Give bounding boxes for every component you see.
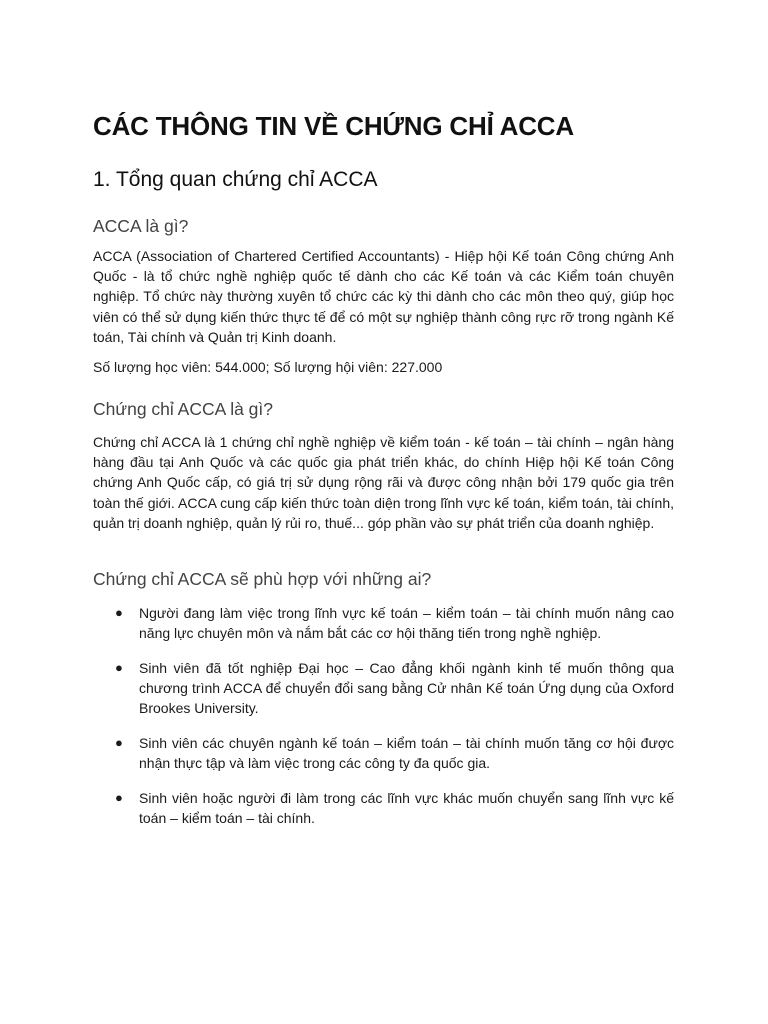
bullet-list-who-fits [93, 603, 674, 828]
bullet-icon: ● [115, 735, 123, 750]
list-item-text: Sinh viên hoặc người đi làm trong các lĩnh vực khác muốn chuyển sang lĩnh vực kế toán – kiểm toán – tài chính. [139, 790, 674, 826]
bullet-icon: ● [115, 660, 123, 675]
list-item-text: Người đang làm việc trong lĩnh vực kế toán – kiểm toán – tài chính muốn nâng cao năng lực chuyên môn và nắm bắt các cơ hội thăng tiến trong nghề nghiệp. [139, 605, 674, 641]
subheading-what-is-acca: ACCA là gì? [93, 216, 189, 236]
paragraph-stats: Số lượng học viên: 544.000; Số lượng hội viên: 227.000 [93, 359, 443, 375]
bullet-icon: ● [115, 605, 123, 620]
list-item-text: Sinh viên đã tốt nghiệp Đại học – Cao đẳng khối ngành kinh tế muốn thông qua chương trình ACCA để chuyển đổi sang bằng Cử nhân Kế toán Ứng dụng của Oxford Brookes University. [139, 660, 674, 716]
list-item [93, 603, 674, 643]
paragraph-what-is-acca: ACCA (Association of Chartered Certified Accountants) - Hiệp hội Kế toán Công chứng Anh Quốc - là tổ chức nghề nghiệp quốc tế dành cho các Kế toán và các Kiểm toán chuyên nghiệp. Tổ chức này thường xuyên tổ chức các kỳ thi dành cho các môn theo quý, giúp học viên có thể sử dụng kiến thức thực tế để có một sự nghiệp thành công rực rỡ trong ngành Kế toán, Tài chính và Quản trị Kinh doanh. [93, 248, 674, 345]
subheading-who-fits: Chứng chỉ ACCA sẽ phù hợp với những ai? [93, 569, 432, 589]
list-item-text: Sinh viên các chuyên ngành kế toán – kiểm toán – tài chính muốn tăng cơ hội được nhận thực tập và làm việc trong các công ty đa quốc gia. [139, 735, 674, 771]
bullet-icon: ● [115, 790, 123, 805]
document-title: CÁC THÔNG TIN VỀ CHỨNG CHỈ ACCA [93, 111, 574, 141]
list-item [93, 658, 674, 718]
list-item [93, 788, 674, 828]
list-item [93, 733, 674, 773]
subheading-what-is-certificate: Chứng chỉ ACCA là gì? [93, 399, 274, 419]
paragraph-what-is-certificate: Chứng chỉ ACCA là 1 chứng chỉ nghề nghiệp về kiểm toán - kế toán – tài chính – ngân hàng hàng đầu tại Anh Quốc và các quốc gia phát triển khác, do chính Hiệp hội Kế toán Công chứng Anh Quốc cấp, có giá trị sử dụng rộng rãi và được công nhận bởi 179 quốc gia trên toàn thế giới. ACCA cung cấp kiến thức toàn diện trong lĩnh vực kế toán, kiểm toán, tài chính, quản trị doanh nghiệp, quản lý rủi ro, thuế... góp phần vào sự phát triển của doanh nghiệp. [93, 434, 674, 531]
section-heading-overview: 1. Tổng quan chứng chỉ ACCA [93, 168, 378, 191]
